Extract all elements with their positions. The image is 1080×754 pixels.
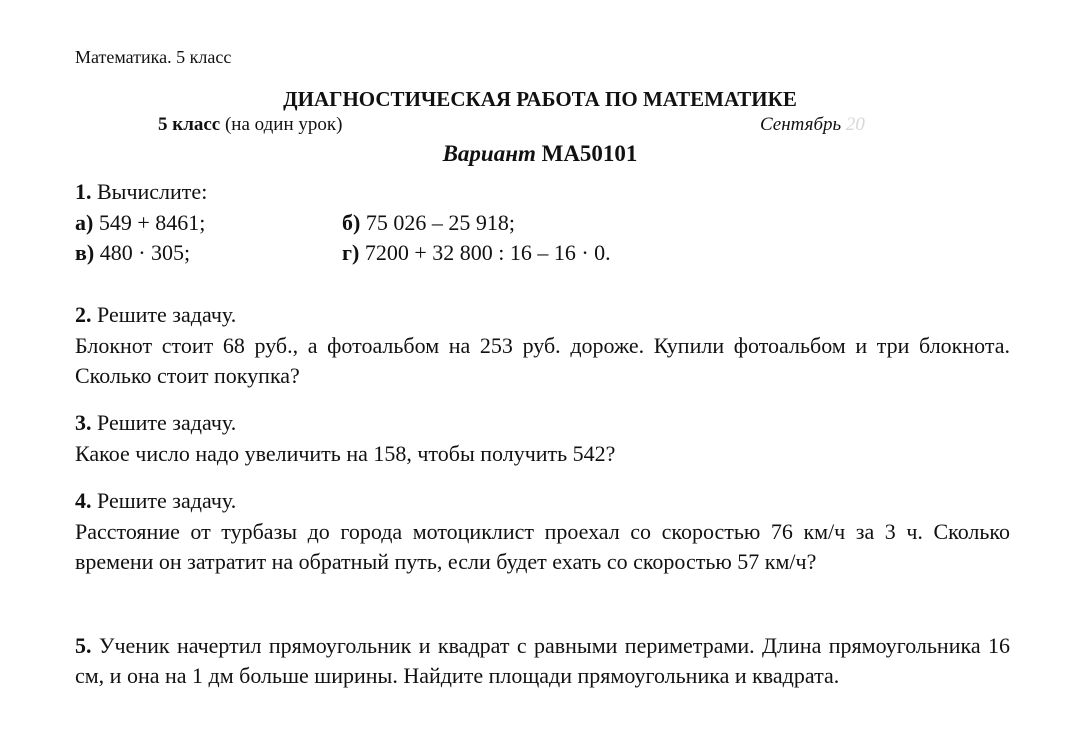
task1-item-d-expr: 7200 + 32 800 : 16 – 16 · 0. [359, 240, 611, 265]
task4-number: 4. [75, 488, 92, 513]
date-month: Сентябрь [760, 114, 846, 135]
task1-item-c-expr: 480 · 305; [94, 240, 191, 265]
page-title: ДИАГНОСТИЧЕСКАЯ РАБОТА ПО МАТЕМАТИКЕ [283, 87, 797, 111]
task4-heading [75, 486, 236, 516]
grade-line [158, 114, 342, 136]
task3-heading-text: Решите задачу. [91, 410, 237, 435]
task2-number: 2. [75, 302, 92, 327]
variant-label: Вариант [442, 141, 536, 166]
task1-item-b-expr: 75 026 – 25 918; [360, 210, 515, 235]
task1-item-a-expr: 549 + 8461; [93, 210, 206, 235]
task1-item-d [342, 238, 611, 268]
task5-text [75, 631, 1010, 691]
grade-bold: 5 класс [158, 114, 221, 135]
task5-body: Ученик начертил прямоугольник и квадрат с равными периметрами. Длина прямоугольника 16 см, и она на 1 дм больше ширины. Найдите площади прямоугольника и квадрата. [75, 633, 1010, 688]
task4-text: Расстояние от турбазы до города мотоциклист проехал со скоростью 76 км/ч за 3 ч. Сколько времени он затратит на обратный путь, если будет ехать со скоростью 57 км/ч? [75, 519, 1010, 574]
task2-heading-text: Решите задачу. [91, 302, 237, 327]
task1-item-a-label: а) [75, 210, 94, 235]
date-line [760, 114, 865, 136]
task1-item-c [75, 238, 190, 268]
task3-heading [75, 408, 236, 438]
date-year-faded: 20 [845, 114, 865, 135]
task5-number: 5. [75, 633, 92, 658]
task3-number: 3. [75, 410, 92, 435]
task2-text: Блокнот стоит 68 руб., а фотоальбом на 253 руб. дороже. Купили фотоальбом и три блокнота. Сколько стоит покупка? [75, 333, 1010, 388]
task4-heading-text: Решите задачу. [91, 488, 237, 513]
task1-number: 1. [75, 179, 92, 204]
task1-item-b-label: б) [342, 210, 361, 235]
grade-duration: (на один урок) [220, 114, 343, 135]
task1-item-a [75, 208, 205, 238]
variant-code: МА50101 [535, 141, 638, 166]
variant-line [0, 141, 1080, 167]
task1-heading-text: Вычислите: [91, 179, 208, 204]
subject-header: Математика. 5 класс [75, 47, 232, 67]
task1-heading [75, 177, 207, 207]
task1-item-c-label: в) [75, 240, 95, 265]
task3-text: Какое число надо увеличить на 158, чтобы получить 542? [75, 441, 616, 466]
task1-item-b [342, 208, 515, 238]
task1-item-d-label: г) [342, 240, 360, 265]
task2-heading [75, 300, 236, 330]
